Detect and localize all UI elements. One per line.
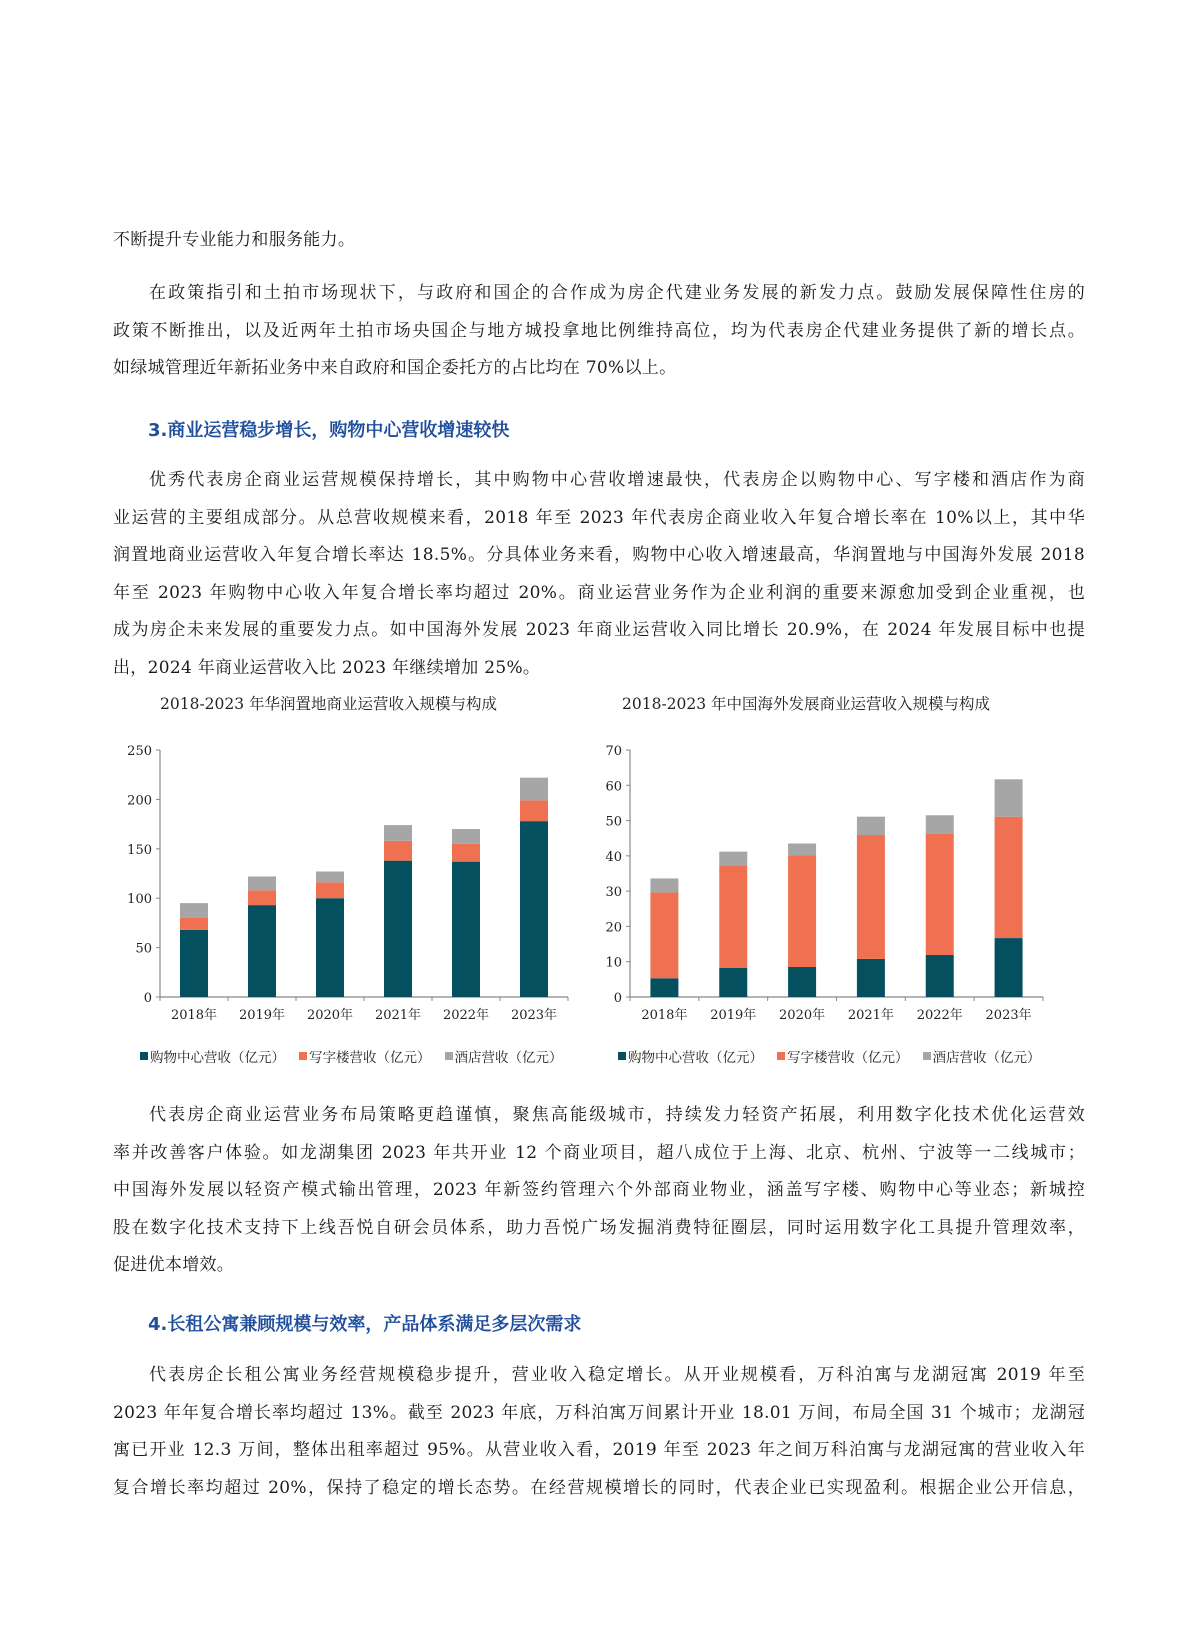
bar-segment [520,778,548,801]
bar-segment [180,918,208,930]
paragraph-line: 代表房企长租公寓业务经营规模稳步提升，营业收入稳定增长。从开业规模看，万科泊寓与龙湖冠寓 2019 年至 [149,1365,1085,1385]
bar-segment [316,872,344,883]
paragraph-line: 股在数字化技术支持下上线吾悦自研会员体系，助力吾悦广场发掘消费特征圈层，同时运用数字化工具提升管理效率， [113,1217,1085,1238]
paragraph-line: 成为房企未来发展的重要发力点。如中国海外发展 2023 年商业运营收入同比增长 20.9%，在 2024 年发展目标中也提 [113,620,1085,640]
paragraph-line: 不断提升专业能力和服务能力。 [113,230,356,250]
bar-segment [857,817,885,835]
y-tick-label: 250 [127,744,152,759]
bar-segment [248,905,276,997]
bar-segment [248,890,276,905]
bar-segment [452,844,480,862]
bar-segment [995,938,1023,997]
paragraph-line: 中国海外发展以轻资产模式输出管理，2023 年新签约管理六个外部商业物业，涵盖写字楼、购物中心等业态；新城控 [113,1180,1085,1200]
paragraph-line: 优秀代表房企商业运营规模保持增长，其中购物中心营收增速最快，代表房企以购物中心、写字楼和酒店作为商 [149,470,1085,490]
paragraph-line: 促进优本增效。 [113,1255,235,1275]
bar-segment [180,930,208,997]
y-tick-label: 200 [127,793,152,809]
x-tick-label: 2021年 [374,1008,422,1023]
bar-segment [650,978,678,997]
y-tick-label: 0 [613,991,622,1006]
chart-cr-land [110,735,570,1025]
legend-swatch-icon [618,1052,626,1060]
legend-label: 酒店营收（亿元） [454,1050,563,1066]
y-tick-label: 60 [605,779,622,795]
legend-item [618,1046,763,1066]
x-tick-label: 2023年 [510,1008,558,1023]
legend-label: 写字楼营收（亿元） [787,1050,909,1066]
paragraph-2 [113,462,1085,687]
legend-item [923,1046,1041,1066]
legend-swatch-icon [777,1052,785,1060]
legend-swatch-icon [140,1052,148,1060]
paragraph-line: 寓已开业 12.3 万间，整体出租率超过 95%。从营业收入看，2019 年至 2023 年之间万科泊寓与龙湖冠寓的营业收入年 [113,1440,1085,1460]
x-tick-label: 2020年 [779,1008,826,1023]
section-heading-3: 3.商业运营稳步增长，购物中心营收增速较快 [148,420,510,441]
bar-segment [384,841,412,861]
legend-cr-land [140,1046,563,1066]
paragraph-4 [113,1357,1085,1507]
x-tick-label: 2018年 [641,1008,688,1023]
legend-label: 写字楼营收（亿元） [309,1050,431,1066]
bar-segment [788,844,816,856]
paragraph-line: 年至 2023 年购物中心收入年复合增长率均超过 20%。商业运营业务作为企业利润的重要来源愈加受到企业重视，也 [113,582,1085,603]
chart-title-coli: 2018-2023 年中国海外发展商业运营收入规模与构成 [622,695,991,713]
bar-segment [180,903,208,918]
legend-swatch-icon [299,1052,307,1060]
bar-segment [995,779,1023,816]
legend-item [140,1046,285,1066]
legend-label: 购物中心营收（亿元） [150,1050,285,1066]
chart-coli [580,735,1060,1025]
section-heading-4: 4.长租公寓兼顾规模与效率，产品体系满足多层次需求 [148,1314,582,1335]
x-tick-label: 2018年 [170,1008,218,1023]
paragraph-line: 出，2024 年商业运营收入比 2023 年继续增加 25%。 [113,657,541,678]
paragraph-line: 润置地商业运营收入年复合增长率达 18.5%。分具体业务来看，购物中心收入增速最高，华润置地与中国海外发展 2018 [113,545,1085,565]
x-tick-label: 2022年 [442,1008,490,1023]
bar-segment [719,852,747,866]
y-tick-label: 10 [605,955,622,971]
bar-segment [520,800,548,821]
bar-segment [857,835,885,959]
bar-segment [520,821,548,997]
y-tick-label: 100 [127,892,152,908]
legend-label: 酒店营收（亿元） [932,1050,1041,1066]
bar-segment [926,834,954,955]
y-tick-label: 30 [605,885,622,901]
paragraph-line: 在政策指引和土拍市场现状下，与政府和国企的合作成为房企代建业务发展的新发力点。鼓励发展保障性住房的 [149,283,1085,303]
legend-coli [618,1046,1041,1066]
bar-segment [452,862,480,997]
paragraph-0 [113,222,1085,260]
x-tick-label: 2020年 [306,1008,354,1023]
y-tick-label: 40 [605,849,622,865]
legend-swatch-icon [445,1052,453,1060]
y-tick-label: 150 [127,842,152,858]
y-tick-label: 20 [605,920,622,936]
bar-segment [248,876,276,890]
bar-segment [316,898,344,997]
legend-item [299,1046,431,1066]
bar-segment [316,882,344,898]
y-tick-label: 0 [143,991,152,1006]
paragraph-line: 代表房企商业运营业务布局策略更趋谨慎，聚焦高能级城市，持续发力轻资产拓展，利用数字化技术优化运营效 [149,1105,1085,1125]
bar-segment [719,968,747,997]
legend-item [445,1046,563,1066]
bar-segment [926,955,954,997]
bar-segment [650,878,678,892]
x-tick-label: 2019年 [710,1008,757,1023]
legend-swatch-icon [923,1052,931,1060]
paragraph-line: 业运营的主要组成部分。从总营收规模来看，2018 年至 2023 年代表房企商业收入年复合增长率在 10%以上，其中华 [113,507,1085,528]
chart-title-cr-land: 2018-2023 年华润置地商业运营收入规模与构成 [160,695,498,713]
bar-segment [384,825,412,841]
bar-segment [926,815,954,834]
paragraph-line: 政策不断推出，以及近两年土拍市场央国企与地方城投拿地比例维持高位，均为代表房企代建业务提供了新的增长点。 [113,320,1085,341]
paragraph-line: 2023 年年复合增长率均超过 13%。截至 2023 年底，万科泊寓万间累计开业 18.01 万间，布局全国 31 个城市；龙湖冠 [113,1402,1085,1423]
paragraph-3 [113,1097,1085,1285]
paragraph-line: 复合增长率均超过 20%，保持了稳定的增长态势。在经营规模增长的同时，代表企业已实现盈利。根据企业公开信息， [113,1477,1085,1498]
bar-segment [719,865,747,967]
bar-segment [788,967,816,997]
y-tick-label: 50 [605,814,622,830]
bar-segment [788,855,816,967]
legend-item [777,1046,909,1066]
x-tick-label: 2019年 [238,1008,286,1023]
legend-label: 购物中心营收（亿元） [628,1050,763,1066]
x-tick-label: 2022年 [916,1008,963,1023]
bar-segment [384,861,412,997]
bar-segment [452,829,480,844]
y-tick-label: 50 [135,941,152,957]
paragraph-1 [113,275,1085,388]
x-tick-label: 2021年 [847,1008,894,1023]
paragraph-line: 率并改善客户体验。如龙湖集团 2023 年共开业 12 个商业项目，超八成位于上海、北京、杭州、宁波等一二线城市； [113,1142,1085,1163]
bar-segment [995,817,1023,938]
bar-segment [857,959,885,997]
bar-segment [650,893,678,979]
paragraph-line: 如绿城管理近年新拓业务中来自政府和国企委托方的占比均在 70%以上。 [113,358,677,378]
x-tick-label: 2023年 [985,1008,1032,1023]
y-tick-label: 70 [605,744,622,759]
